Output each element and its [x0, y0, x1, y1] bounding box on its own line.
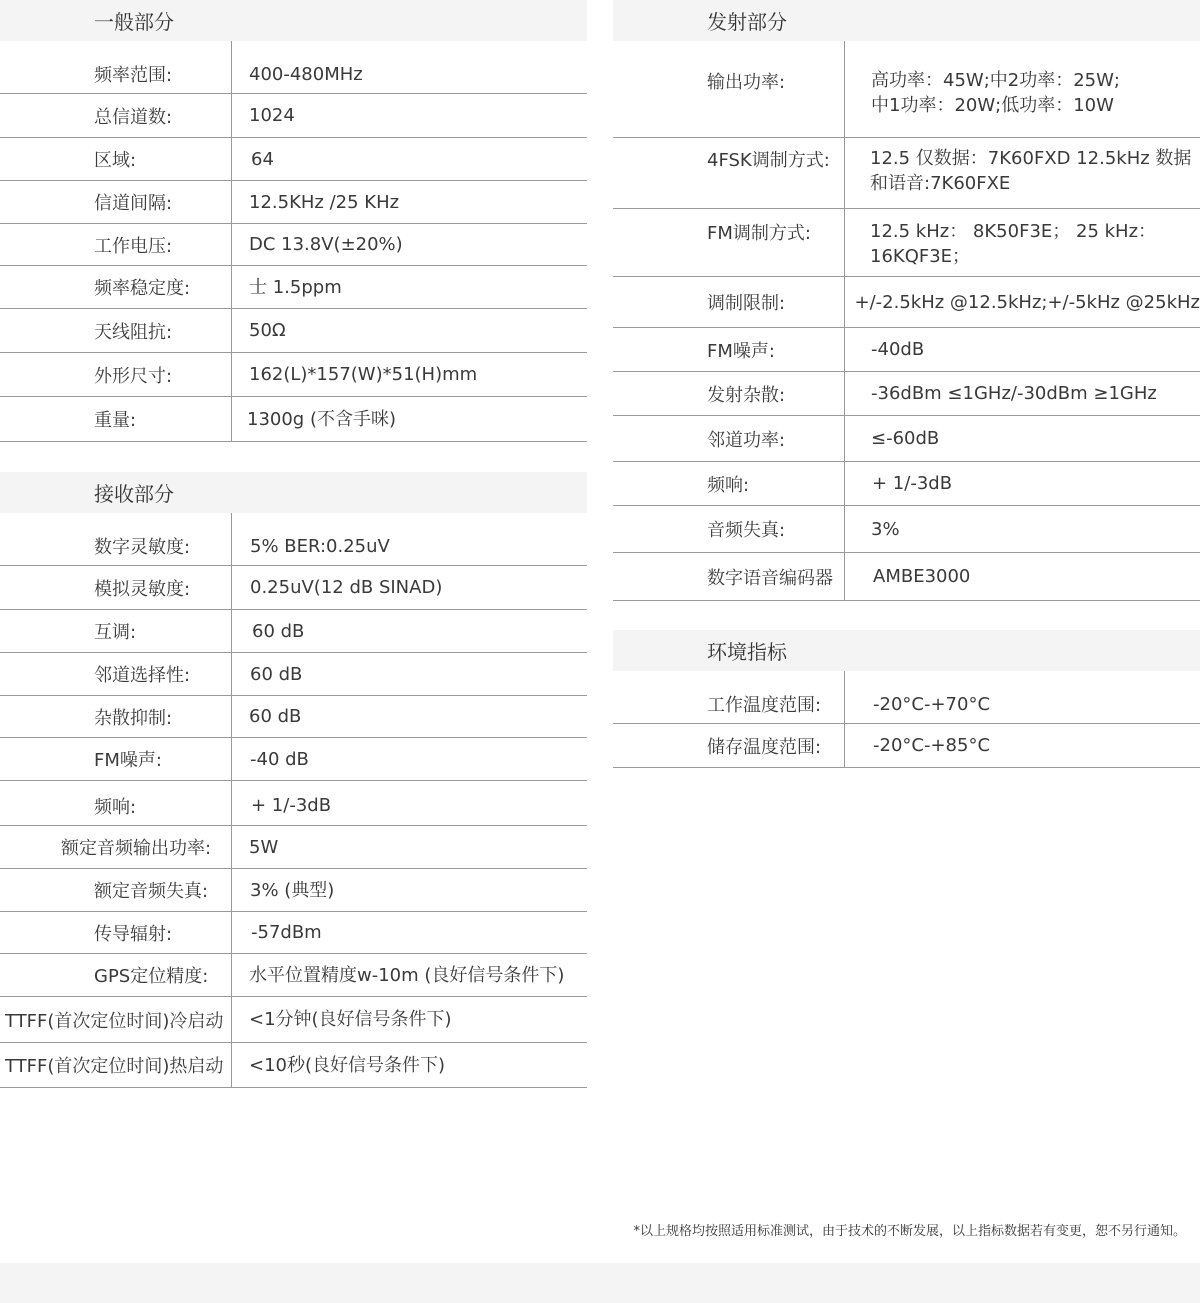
receive-section: [0, 472, 587, 1088]
spec-row: [0, 513, 587, 566]
section-title: 发射部分: [707, 10, 787, 34]
spec-value: 64: [251, 148, 274, 170]
spec-label: FM调制方式:: [707, 223, 811, 244]
spec-label: 额定音频输出功率:: [61, 838, 212, 859]
spec-value: 60 dB: [252, 620, 305, 642]
spec-label: 工作温度范围:: [707, 695, 822, 716]
spec-row: [613, 462, 1200, 506]
spec-label: 杂散抑制:: [94, 707, 173, 729]
spec-row: [0, 138, 587, 181]
spec-row: [0, 266, 587, 309]
spec-row: [0, 41, 587, 94]
spec-label: GPS定位精度:: [94, 966, 209, 987]
spec-label: 音频失真:: [707, 520, 786, 541]
spec-value: 400-480MHz: [249, 63, 363, 85]
spec-label: 储存温度范围:: [707, 736, 822, 758]
spec-value: 1024: [249, 105, 295, 126]
spec-value: + 1/-3dB: [251, 795, 332, 816]
spec-row: [0, 566, 587, 610]
spec-label: FM噪声:: [707, 340, 775, 362]
spec-row: [613, 209, 1200, 277]
general-section: [0, 0, 587, 442]
spec-row: [0, 997, 587, 1043]
spec-label: 邻道功率:: [707, 429, 786, 451]
spec-row: [613, 671, 1200, 724]
spec-label: 工作电压:: [94, 235, 173, 257]
spec-value: -57dBm: [251, 922, 322, 943]
spec-row: [613, 506, 1200, 553]
spec-value: 3% (典型): [250, 879, 335, 901]
spec-label: 频率范围:: [94, 65, 173, 86]
spec-label: 互调:: [94, 622, 137, 643]
spec-row: [0, 94, 587, 138]
spec-row: [0, 353, 587, 397]
spec-label: 区域:: [94, 150, 137, 171]
spec-row: [0, 912, 587, 954]
spec-value: 3%: [871, 518, 900, 540]
spec-value: -20°C-+70°C: [873, 693, 991, 715]
spec-row: [0, 309, 587, 353]
spec-value: 5W: [249, 836, 279, 858]
spec-label: 频率稳定度:: [94, 278, 191, 299]
spec-row: [613, 553, 1200, 601]
general-spec-table: [0, 41, 587, 442]
spec-value: AMBE3000: [873, 566, 971, 587]
spec-label: 频响:: [707, 474, 750, 496]
spec-value: -20°C-+85°C: [873, 735, 991, 756]
environment-spec-table: [613, 671, 1200, 768]
spec-row: [613, 41, 1200, 138]
spec-label: 数字灵敏度:: [94, 537, 191, 558]
section-title: 环境指标: [707, 640, 787, 664]
spec-value: [870, 219, 1156, 269]
spec-label: 总信道数:: [94, 106, 173, 128]
spec-row: [0, 696, 587, 738]
spec-label: 邻道选择性:: [94, 665, 191, 686]
spec-row: [0, 954, 587, 997]
spec-row: [613, 372, 1200, 416]
spec-value: 162(L)*157(W)*51(H)mm: [249, 364, 478, 385]
spec-row: [613, 416, 1200, 462]
spec-label: TTFF(首次定位时间)冷启动: [5, 1010, 224, 1032]
footer-bar: [0, 1263, 1200, 1303]
environment-section-header: [613, 630, 1200, 671]
spec-label: 4FSK调制方式:: [707, 150, 830, 171]
spec-value-line: 高功率：45W;中2功率：25W;: [871, 70, 1120, 91]
spec-label: 重量:: [94, 410, 137, 431]
spec-value: 0.25uV(12 dB SINAD): [250, 577, 443, 598]
spec-row: [0, 653, 587, 696]
spec-row: [613, 277, 1200, 328]
spec-value: <10秒(良好信号条件下): [249, 1054, 446, 1076]
spec-label: 数字语音编码器: [707, 567, 833, 589]
spec-value-line: 12.5 仅数据：7K60FXD 12.5kHz 数据: [870, 148, 1192, 169]
spec-value: 12.5KHz /25 KHz: [249, 191, 400, 213]
spec-row: [0, 224, 587, 266]
spec-value: +/-2.5kHz @12.5kHz;+/-5kHz @25kHz: [854, 291, 1200, 313]
spec-value: [870, 146, 1191, 196]
spec-value: -40 dB: [250, 748, 309, 770]
spec-value: 60 dB: [250, 663, 303, 685]
receive-spec-table: [0, 513, 587, 1088]
spec-label: TTFF(首次定位时间)热启动: [5, 1056, 224, 1077]
spec-value: 士 1.5ppm: [249, 276, 342, 298]
spec-row: [613, 724, 1200, 768]
spec-row: [613, 328, 1200, 372]
spec-label: 传导辐射:: [94, 923, 173, 945]
spec-value: 水平位置精度w-10m (良好信号条件下): [249, 964, 565, 986]
spec-label: 模拟灵敏度:: [94, 578, 191, 600]
spec-label: 调制限制:: [707, 293, 786, 314]
spec-value: [871, 68, 1120, 118]
section-title: 接收部分: [94, 482, 174, 506]
spec-row: [0, 781, 587, 826]
transmit-spec-table: [613, 41, 1200, 601]
spec-value: 60 dB: [249, 706, 302, 727]
spec-row: [0, 397, 587, 442]
spec-label: 外形尺寸:: [94, 365, 173, 387]
spec-row: [0, 1043, 587, 1088]
transmit-section-header: [613, 0, 1200, 41]
spec-row: [613, 138, 1200, 209]
spec-label: 额定音频失真:: [94, 881, 209, 902]
spec-value: -40dB: [871, 339, 925, 360]
spec-value-line: 12.5 kHz： 8K50F3E； 25 kHz：: [870, 221, 1157, 242]
disclaimer-footnote: *以上规格均按照适用标准测试，由于技术的不断发展，以上指标数据若有变更，恕不另行通知。: [633, 1224, 1186, 1239]
spec-value: 1300g (不含手咪): [247, 408, 397, 430]
spec-label: 天线阻抗:: [94, 321, 173, 343]
spec-label: 输出功率:: [707, 72, 786, 93]
spec-value: 50Ω: [249, 320, 286, 341]
spec-value-line: 16KQF3E；: [870, 246, 971, 267]
environment-section: [613, 630, 1200, 768]
spec-row: [0, 610, 587, 653]
spec-value: ≤-60dB: [871, 428, 940, 449]
spec-value: <1分钟(良好信号条件下): [249, 1009, 452, 1030]
spec-row: [0, 826, 587, 869]
spec-value-line: 和语音:7K60FXE: [870, 173, 1011, 194]
spec-value: DC 13.8V(±20%): [249, 234, 403, 255]
spec-label: 频响:: [94, 796, 137, 818]
spec-row: [0, 181, 587, 224]
transmit-section: [613, 0, 1200, 601]
spec-label: 发射杂散:: [707, 384, 786, 406]
spec-label: 信道间隔:: [94, 193, 173, 214]
spec-value: + 1/-3dB: [872, 473, 953, 494]
section-title: 一般部分: [94, 10, 174, 34]
general-section-header: [0, 0, 587, 41]
spec-value: 5% BER:0.25uV: [250, 535, 390, 557]
spec-label: FM噪声:: [94, 750, 162, 771]
spec-row: [0, 869, 587, 912]
spec-value: -36dBm ≤1GHz/-30dBm ≥1GHz: [871, 383, 1157, 404]
receive-section-header: [0, 472, 587, 513]
spec-row: [0, 738, 587, 781]
spec-value-line: 中1功率：20W;低功率：10W: [871, 95, 1114, 116]
